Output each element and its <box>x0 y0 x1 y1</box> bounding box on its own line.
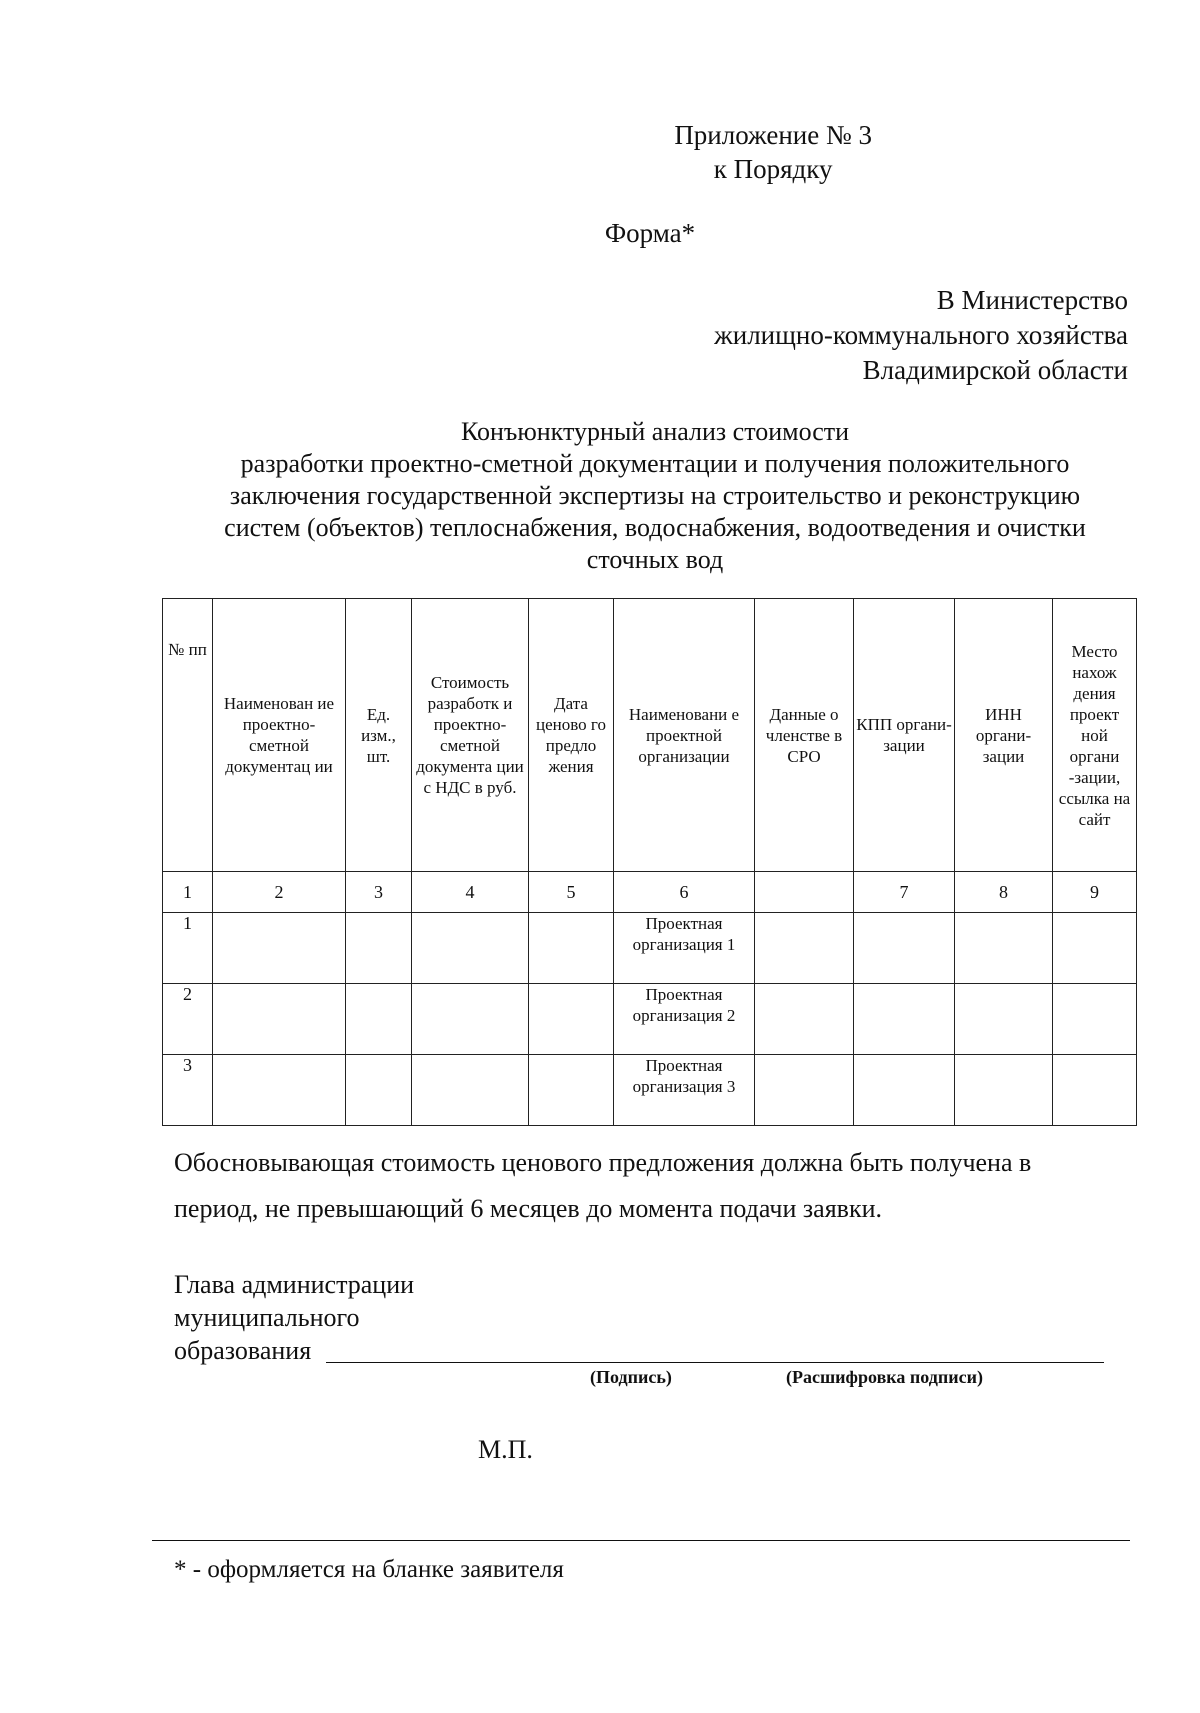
table-cell <box>412 913 529 984</box>
table-cell <box>213 984 346 1055</box>
signatory-line: Глава администрации <box>174 1270 415 1299</box>
table-row <box>163 1055 1137 1126</box>
signatory-line: образования <box>174 1336 312 1365</box>
row-number: 1 <box>163 913 213 984</box>
table-cell <box>854 984 955 1055</box>
table-cell <box>955 1055 1053 1126</box>
table-cell <box>412 984 529 1055</box>
header-cell: Наименован ие проектно-сметной документац ии <box>213 599 346 872</box>
table-cell <box>412 1055 529 1126</box>
signatory-line: муниципального <box>174 1303 360 1332</box>
analysis-table <box>162 598 1137 1126</box>
header-cell: Дата ценово го предло жения <box>529 599 614 872</box>
column-number: 2 <box>213 872 346 913</box>
column-number: 9 <box>1053 872 1137 913</box>
row-number: 3 <box>163 1055 213 1126</box>
annex-heading <box>674 118 872 186</box>
footnote: * - оформляется на бланке заявителя <box>174 1556 564 1583</box>
table-cell <box>1053 913 1137 984</box>
header-cell: КПП органи-зации <box>854 599 955 872</box>
column-number: 1 <box>163 872 213 913</box>
table-cell <box>755 1055 854 1126</box>
stamp-place: М.П. <box>478 1435 533 1464</box>
table-row <box>163 913 1137 984</box>
header-cell: Место нахож дения проект ной органи -зации, ссылка на сайт <box>1053 599 1137 872</box>
table-cell <box>529 984 614 1055</box>
annex-reference: к Порядку <box>713 154 833 184</box>
table-column-numbers-row <box>163 872 1137 913</box>
title-line: заключения государственной экспертизы на строительство и реконструкцию <box>229 481 1081 510</box>
table-row <box>163 984 1137 1055</box>
table-cell <box>529 1055 614 1126</box>
signature-line <box>326 1362 1104 1363</box>
column-number: 3 <box>346 872 412 913</box>
addressee-line: жилищно-коммунального хозяйства <box>714 320 1128 350</box>
table-cell <box>854 1055 955 1126</box>
signature-block <box>174 1268 414 1367</box>
table-cell <box>346 984 412 1055</box>
organization-cell: Проектная организация 1 <box>614 913 755 984</box>
signature-decode-caption: (Расшифровка подписи) <box>786 1367 983 1387</box>
title-line: разработки проектно-сметной документации и получения положительного <box>240 449 1070 478</box>
column-number <box>755 872 854 913</box>
header-cell: ИНН органи-зации <box>955 599 1053 872</box>
organization-cell: Проектная организация 3 <box>614 1055 755 1126</box>
title-line: Конъюнктурный анализ стоимости <box>460 417 850 446</box>
header-cell: Стоимость разработк и проектно-сметной документа ции с НДС в руб. <box>412 599 529 872</box>
document-title <box>140 416 1170 576</box>
column-number: 5 <box>529 872 614 913</box>
table-cell <box>955 913 1053 984</box>
table-cell <box>854 913 955 984</box>
table-cell <box>1053 984 1137 1055</box>
addressee-line: Владимирской области <box>862 355 1128 385</box>
organization-cell: Проектная организация 2 <box>614 984 755 1055</box>
column-number: 7 <box>854 872 955 913</box>
addressee-block <box>714 283 1128 388</box>
header-cell: Данные о членстве в СРО <box>755 599 854 872</box>
signature-caption: (Подпись) <box>590 1367 672 1387</box>
table-cell <box>346 913 412 984</box>
table-cell <box>529 913 614 984</box>
annex-number: Приложение № 3 <box>674 120 872 150</box>
title-line: систем (объектов) теплоснабжения, водоснабжения, водоотведения и очистки <box>224 513 1086 542</box>
table-cell <box>346 1055 412 1126</box>
validity-note: Обосновывающая стоимость ценового предложения должна быть получена в период, не превышающий 6 месяцев до момента подачи заявки. <box>174 1148 1032 1223</box>
form-label: Форма* <box>604 218 696 248</box>
table-cell <box>1053 1055 1137 1126</box>
row-number: 2 <box>163 984 213 1055</box>
column-number: 6 <box>614 872 755 913</box>
addressee-line: В Министерство <box>936 285 1128 315</box>
header-cell: № пп <box>163 599 213 872</box>
header-cell: Наименовани е проектной организации <box>614 599 755 872</box>
column-number: 4 <box>412 872 529 913</box>
table-cell <box>213 1055 346 1126</box>
table-cell <box>755 984 854 1055</box>
table-cell <box>955 984 1053 1055</box>
column-number: 8 <box>955 872 1053 913</box>
table-cell <box>213 913 346 984</box>
title-line: сточных вод <box>586 545 724 574</box>
table-header-row <box>163 599 1137 872</box>
table-cell <box>755 913 854 984</box>
footnote-divider <box>152 1540 1130 1541</box>
header-cell: Ед. изм., шт. <box>346 599 412 872</box>
